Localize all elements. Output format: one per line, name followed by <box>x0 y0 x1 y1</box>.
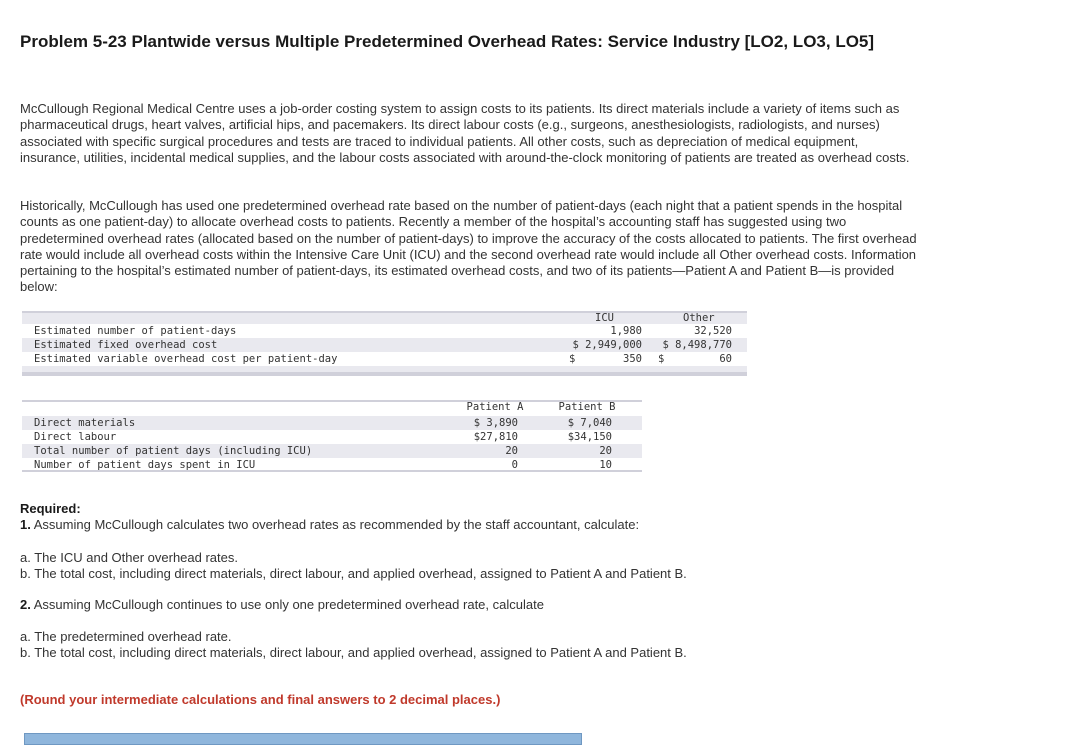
answer-tab-bar[interactable] <box>24 733 582 745</box>
col-header-icu: ICU <box>595 312 614 324</box>
question-1: 1. Assuming McCullough calculates two overhead rates as recommended by the staff accountant, calculate: <box>20 517 640 532</box>
background-paragraph: Historically, McCullough has used one predetermined overhead rate based on the number of patient-days (each night that a patient spends in the hospital counts as one patient-day) to allocate overhead costs to patients. Recently a member of the hospital’s accounting staff has suggested using two predetermined overhead rates (allocated based on the number of patient-days) to improve the accuracy of the costs allocated to patients. The first overhead rate would include all overhead costs within the Intensive Care Unit (ICU) and the second overhead rate would include all Other overhead costs. Information pertaining to the hospital’s estimated number of patient-days, its estimated overhead costs, and two of its patients—Patient A and Patient B—is provided below: <box>20 198 917 295</box>
other-value: 60 <box>719 353 732 365</box>
row-label: Estimated fixed overhead cost <box>34 339 218 351</box>
patient-a-value: $ 3,890 <box>473 417 518 429</box>
patient-b-value: $34,150 <box>567 431 612 443</box>
currency-symbol: $ <box>658 353 665 365</box>
row-label: Direct materials <box>34 417 136 429</box>
other-value: $ 8,498,770 <box>662 339 732 351</box>
currency-symbol: $ <box>569 353 576 365</box>
rounding-instruction: (Round your intermediate calculations and final answers to 2 decimal places.) <box>20 692 501 707</box>
question-1a: a. The ICU and Other overhead rates. <box>20 550 238 565</box>
patient-b-value: 10 <box>599 459 612 471</box>
col-header-patient-a: Patient A <box>466 401 524 413</box>
icu-value: $ 2,949,000 <box>572 339 642 351</box>
other-value: 32,520 <box>694 325 732 337</box>
icu-value: 1,980 <box>610 325 642 337</box>
intro-paragraph: McCullough Regional Medical Centre uses a job-order costing system to assign costs to its patients. Its direct materials include a variety of items such as pharmaceutical drugs, heart valves, artificial hips, and pacemakers. Its direct labour costs (e.g., surgeons, anesthesiologists, radiologists, and nurses) associated with specific surgical procedures and tests are traced to individual patients. All other costs, such as depreciation of medical equipment, insurance, utilities, incidental medical supplies, and the labour costs associated with around-the-clock monitoring of patients are treated as overhead costs. <box>20 101 910 165</box>
patient-a-value: 0 <box>511 459 518 471</box>
row-label: Total number of patient days (including ICU) <box>34 445 313 457</box>
patient-b-value: 20 <box>599 445 612 457</box>
required-heading: Required: <box>20 501 81 516</box>
patient-costs-table <box>22 400 642 472</box>
patient-a-value: $27,810 <box>473 431 518 443</box>
question-2b: b. The total cost, including direct materials, direct labour, and applied overhead, assigned to Patient A and Patient B. <box>20 645 687 660</box>
overhead-estimates-table <box>22 311 747 377</box>
patient-a-value: 20 <box>505 445 518 457</box>
question-1b: b. The total cost, including direct materials, direct labour, and applied overhead, assigned to Patient A and Patient B. <box>20 566 687 581</box>
row-label: Estimated variable overhead cost per patient-day <box>34 353 338 365</box>
col-header-other: Other <box>683 312 715 324</box>
icu-value: 350 <box>623 353 642 365</box>
row-label: Direct labour <box>34 431 117 443</box>
question-2: 2. Assuming McCullough continues to use only one predetermined overhead rate, calculate <box>20 597 544 612</box>
patient-b-value: $ 7,040 <box>567 417 612 429</box>
row-label: Number of patient days spent in ICU <box>34 459 256 471</box>
page-title: Problem 5-23 Plantwide versus Multiple Predetermined Overhead Rates: Service Industry [LO2, LO3, LO5] <box>20 32 875 51</box>
question-2a: a. The predetermined overhead rate. <box>20 629 232 644</box>
col-header-patient-b: Patient B <box>558 401 616 413</box>
row-label: Estimated number of patient-days <box>34 325 237 337</box>
